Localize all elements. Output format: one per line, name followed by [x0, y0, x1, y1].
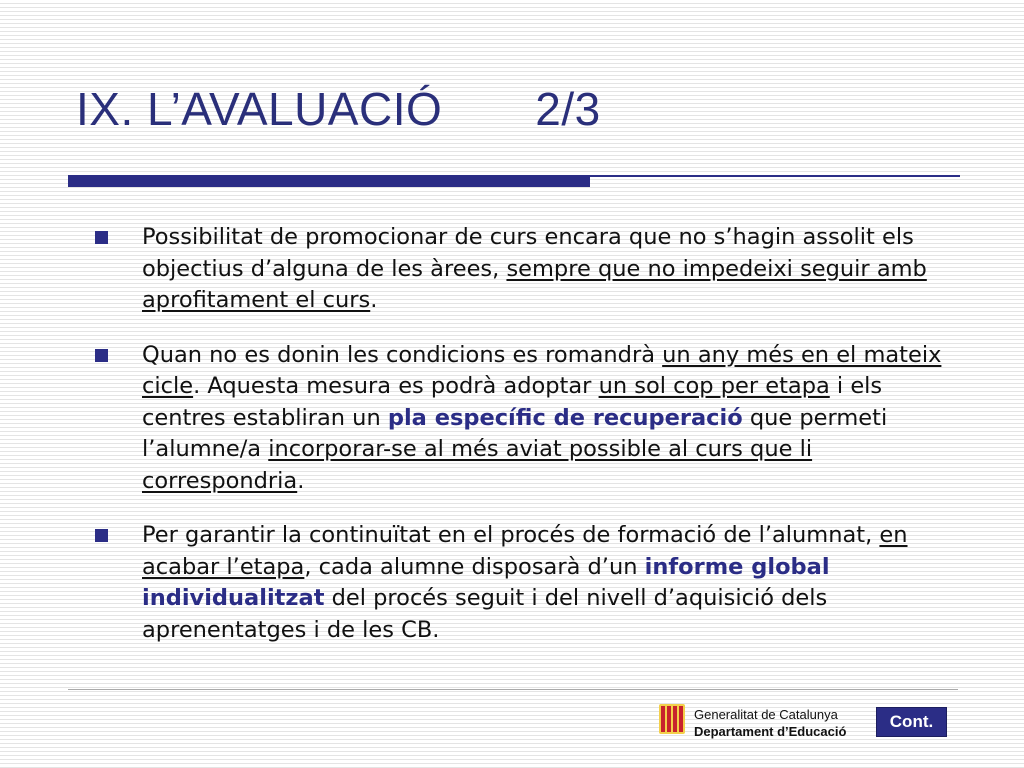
text-segment: .: [370, 287, 378, 313]
text-segment: que permeti l’alumne/a: [142, 404, 888, 462]
bullet-text: [142, 522, 908, 643]
continue-button[interactable]: Cont.: [876, 707, 947, 737]
bullet-list: [92, 222, 972, 669]
text-segment: . Aquesta mesura es podrà adoptar: [193, 373, 599, 399]
footer-divider: [68, 689, 958, 690]
slide-title: IX. L’AVALUACIÓ 2/3: [76, 83, 601, 135]
square-bullet-icon: [95, 529, 108, 542]
underlined-text: en acabar l’etapa: [142, 522, 908, 580]
bullet-item: [92, 222, 972, 317]
highlighted-text: pla específic de recuperació: [387, 404, 743, 431]
bullet-item: [92, 340, 972, 498]
text-segment: .: [297, 467, 305, 494]
generalitat-flag-icon: [659, 704, 685, 734]
bullet-text: [142, 224, 927, 313]
org-branding: [694, 706, 846, 740]
text-segment: Per garantir la continuïtat en el procés de formació de l’alumnat,: [142, 522, 880, 548]
highlighted-text: informe global individualitzat: [142, 553, 830, 611]
title-underline-bar: [68, 175, 590, 187]
underlined-text: un any més en el mateix cicle: [142, 341, 942, 399]
org-name: Generalitat de Catalunya: [694, 707, 838, 722]
title-underline-thin: [590, 175, 960, 177]
department-name: Departament d’Educació: [694, 724, 847, 739]
bullet-text: [142, 342, 941, 494]
text-segment: i els centres establiran un: [142, 373, 883, 431]
text-segment: , cada alumne disposarà d’un: [304, 553, 645, 580]
square-bullet-icon: [95, 231, 108, 244]
text-segment: Quan no es donin les condicions es romandrà: [142, 341, 663, 368]
underlined-text: incorporar-se al més aviat possible al curs que li correspondria: [142, 436, 813, 494]
underlined-text: un sol cop per etapa: [598, 373, 830, 399]
underlined-text: sempre que no impedeixi seguir amb aprofitament el curs: [142, 255, 927, 313]
text-segment: Possibilitat de promocionar de curs encara que no s’hagin assolit els objectius d’alguna de les àrees,: [142, 224, 914, 282]
text-segment: del procés seguit i del nivell d’aquisició dels aprenentatges i de les CB.: [142, 585, 828, 643]
bullet-item: [92, 520, 972, 646]
square-bullet-icon: [95, 349, 108, 362]
